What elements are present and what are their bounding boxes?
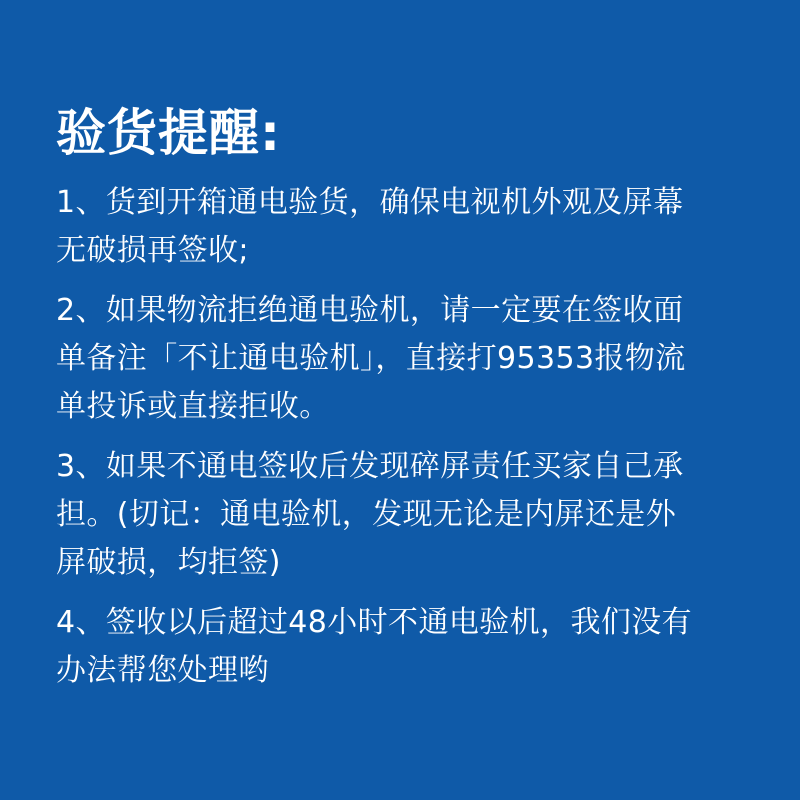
notice-item-3-line-2: 担。(切记：通电验机，发现无论是内屏还是外 — [56, 497, 677, 532]
notice-item-2-line-2: 单备注「不让通电验机」，直接打95353报物流 — [56, 341, 686, 376]
paragraph-gap — [56, 587, 760, 599]
notice-item-4-line-2: 办法帮您处理哟 — [56, 653, 269, 688]
notice-item-2-line-1: 2、如果物流拒绝通电验机，请一定要在签收面 — [56, 293, 684, 328]
notice-item-3-line-3: 屏破损，均拒签) — [56, 545, 281, 580]
notice-item-4-line-1: 4、签收以后超过48小时不通电验机，我们没有 — [56, 605, 693, 640]
notice-item-3 — [56, 443, 760, 587]
notice-item-1-line-2: 无破损再签收; — [56, 233, 249, 268]
notice-item-1 — [56, 179, 760, 275]
page-title: 验货提醒: — [56, 104, 281, 162]
notice-item-2 — [56, 287, 760, 431]
notice-item-1-line-1: 1、货到开箱通电验货，确保电视机外观及屏幕 — [56, 185, 684, 220]
notice-item-2-line-3: 单投诉或直接拒收。 — [56, 389, 330, 424]
paragraph-gap — [56, 275, 760, 287]
notice-item-3-line-1: 3、如果不通电签收后发现碎屏责任买家自己承 — [56, 449, 684, 484]
notice-list — [56, 179, 760, 695]
notice-item-4 — [56, 599, 760, 695]
paragraph-gap — [56, 431, 760, 443]
